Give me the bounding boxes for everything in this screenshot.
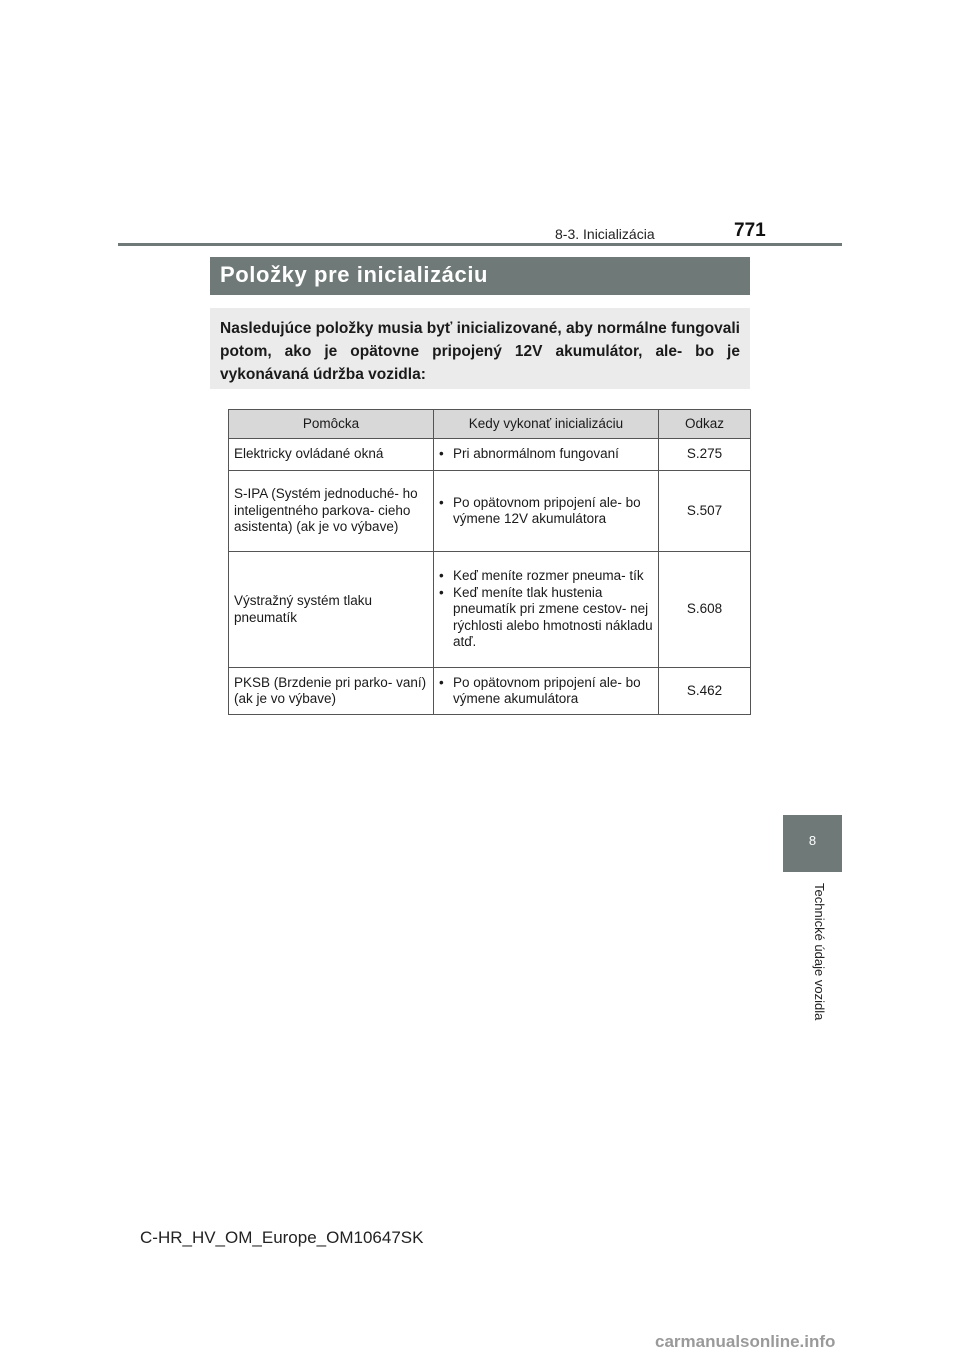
row-item: Výstražný systém tlaku pneumatík — [229, 552, 434, 668]
row-item: Elektricky ovládané okná — [229, 439, 434, 471]
watermark: carmanualsonline.info — [655, 1332, 836, 1351]
row-ref: S.507 — [659, 471, 751, 552]
list-item: • Keď meníte tlak hustenia pneumatík pri zmene cestov- nej rýchlosti alebo hmotnosti nákladu atď. — [439, 585, 653, 651]
row-when — [434, 471, 659, 552]
table-row — [229, 668, 751, 715]
intro-text: Nasledujúce položky musia byť inicializované, aby normálne fungovali potom, ako je opätovne pripojený 12V akumulátor, ale- bo je vykonávaná údržba vozidla: — [220, 320, 740, 383]
section-header: 8-3. Inicializácia — [555, 226, 655, 242]
list-item: • Pri abnormálnom fungovaní — [439, 446, 653, 463]
row-ref: S.275 — [659, 439, 751, 471]
row-when — [434, 439, 659, 471]
row-when — [434, 668, 659, 715]
initialization-table — [228, 409, 751, 715]
footer-code: C-HR_HV_OM_Europe_OM10647SK — [140, 1228, 424, 1247]
table-row — [229, 552, 751, 668]
intro-box — [210, 308, 750, 389]
section-title: Položky pre inicializáciu — [220, 262, 489, 287]
column-header-item: Pomôcka — [229, 410, 434, 439]
row-when — [434, 552, 659, 668]
list-item: • Keď meníte rozmer pneuma- tík — [439, 568, 653, 585]
section-title-banner — [210, 257, 750, 295]
table-header-row — [229, 410, 751, 439]
table-row — [229, 471, 751, 552]
chapter-number: 8 — [808, 833, 817, 848]
header-rule — [118, 243, 842, 246]
table-row — [229, 439, 751, 471]
column-header-ref: Odkaz — [659, 410, 751, 439]
list-item: • Po opätovnom pripojení ale- bo výmene akumulátora — [439, 675, 653, 708]
chapter-label: Technické údaje vozidla — [812, 883, 827, 1021]
row-item: S-IPA (Systém jednoduché- ho inteligentného parkova- cieho asistenta) (ak je vo výbave) — [229, 471, 434, 552]
chapter-tab — [783, 815, 842, 872]
page-number: 771 — [734, 220, 766, 241]
row-ref: S.462 — [659, 668, 751, 715]
column-header-when: Kedy vykonať inicializáciu — [434, 410, 659, 439]
row-item: PKSB (Brzdenie pri parko- vaní) (ak je vo výbave) — [229, 668, 434, 715]
row-ref: S.608 — [659, 552, 751, 668]
list-item: • Po opätovnom pripojení ale- bo výmene 12V akumulátora — [439, 495, 653, 528]
